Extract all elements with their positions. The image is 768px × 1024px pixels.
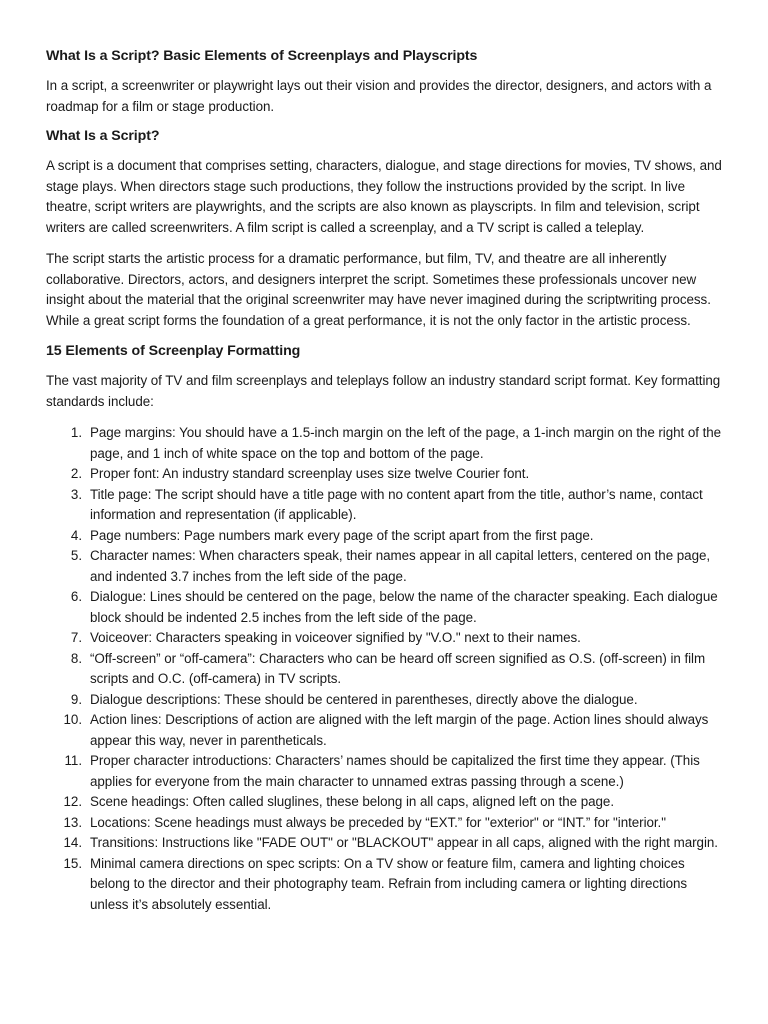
list-item-number: 10. (63, 712, 82, 727)
list-item-text: Character names: When characters speak, their names appear in all capital letters, centered on the page, and indented 3.7 inches from the left side of the page. (90, 548, 711, 584)
list-item-number: 3. (70, 486, 82, 502)
list-item (46, 628, 728, 649)
list-item-text: Voiceover: Characters speaking in voiceover signified by "V.O." next to their names. (90, 630, 581, 645)
list-item-number: 12. (63, 794, 82, 809)
list-item (46, 690, 728, 711)
list-item-number: 9. (70, 691, 82, 707)
section-heading-what-is-a-script: What Is a Script? (46, 128, 160, 144)
list-item-text: Page numbers: Page numbers mark every page of the script apart from the first page. (90, 527, 594, 543)
list-item-text: Action lines: Descriptions of action are aligned with the left margin of the page. Action lines should always appear this way, never in parentheticals. (90, 712, 709, 748)
list-item-text: Locations: Scene headings must always be preceded by “EXT.” for "exterior" or “INT.” for "interior." (90, 814, 666, 830)
list-item-number: 14. (63, 835, 82, 850)
list-item-number: 6. (70, 589, 82, 604)
body-paragraph: The vast majority of TV and film screenplays and teleplays follow an industry standard script format. Key formatting standards include: (46, 373, 721, 409)
list-item-text: Transitions: Instructions like "FADE OUT" or "BLACKOUT" appear in all caps, aligned with the right margin. (90, 835, 718, 850)
list-item-text: Proper character introductions: Characters’ names should be capitalized the first time they appear. (This applies for everyone from the main character to unnamed extras passing through a scene.) (90, 753, 700, 789)
list-item (46, 649, 728, 690)
list-item (46, 485, 728, 526)
list-item-text: Page margins: You should have a 1.5-inch margin on the left of the page, a 1-inch margin on the right of the page, and 1 inch of white space on the top and bottom of the page. (90, 425, 722, 461)
section-heading-formatting: 15 Elements of Screenplay Formatting (46, 343, 301, 359)
formatting-elements-list (46, 423, 728, 915)
intro-paragraph: In a script, a screenwriter or playwright lays out their vision and provides the director, designers, and actors with a roadmap for a film or stage production. (46, 78, 712, 114)
body-paragraph: The script starts the artistic process for a dramatic performance, but film, TV, and theatre are all inherently collaborative. Directors, actors, and designers interpret the script. Sometimes these professionals uncover new insight about the material that the original screenwriter may have never imagined during the scriptwriting process. While a great script forms the foundation of a great performance, it is not the only factor in the artistic process. (46, 251, 711, 328)
list-item-number: 15. (63, 855, 82, 871)
list-item (46, 833, 728, 854)
list-item-number: 2. (70, 466, 82, 481)
list-item-text: Title page: The script should have a title page with no content apart from the title, author’s name, contact information and representation (if applicable). (90, 486, 703, 522)
list-item-number: 5. (70, 548, 82, 563)
list-item-text: Proper font: An industry standard screenplay uses size twelve Courier font. (90, 466, 530, 481)
page-title: What Is a Script? Basic Elements of Screenplays and Playscripts (46, 48, 478, 64)
list-item (46, 792, 728, 813)
list-item (46, 526, 728, 547)
list-item-number: 1. (70, 425, 82, 440)
list-item (46, 423, 728, 464)
list-item-number: 7. (70, 630, 82, 645)
list-item-text: “Off-screen” or “off-camera”: Characters who can be heard off screen signified as O.S. (off-screen) in film scripts and O.C. (off-camera) in TV scripts. (90, 650, 706, 686)
list-item (46, 751, 728, 792)
list-item-text: Dialogue: Lines should be centered on the page, below the name of the character speaking. Each dialogue block should be indented 2.5 inches from the left side of the page. (90, 589, 718, 625)
list-item (46, 710, 728, 751)
list-item (46, 546, 728, 587)
list-item-text: Dialogue descriptions: These should be centered in parentheses, directly above the dialogue. (90, 691, 638, 707)
body-paragraph: A script is a document that comprises setting, characters, dialogue, and stage directions for movies, TV shows, and stage plays. When directors stage such productions, they follow the instructions provided by the script. In live theatre, script writers are playwrights, and the scripts are also known as playscripts. In film and television, script writers are called screenwriters. A film script is called a screenplay, and a TV script is called a teleplay. (46, 158, 722, 235)
list-item-number: 13. (63, 814, 82, 830)
list-item-number: 4. (70, 527, 82, 543)
list-item (46, 587, 728, 628)
list-item (46, 854, 728, 916)
list-item-text: Scene headings: Often called sluglines, these belong in all caps, aligned left on the page. (90, 794, 615, 809)
list-item-number: 11. (64, 753, 82, 768)
list-item (46, 813, 728, 834)
list-item-number: 8. (70, 650, 82, 666)
list-item-text: Minimal camera directions on spec scripts: On a TV show or feature film, camera and lighting choices belong to the director and their photography team. Refrain from including camera or lighting directions unless it’s absolutely essential. (90, 855, 688, 912)
list-item (46, 464, 728, 485)
